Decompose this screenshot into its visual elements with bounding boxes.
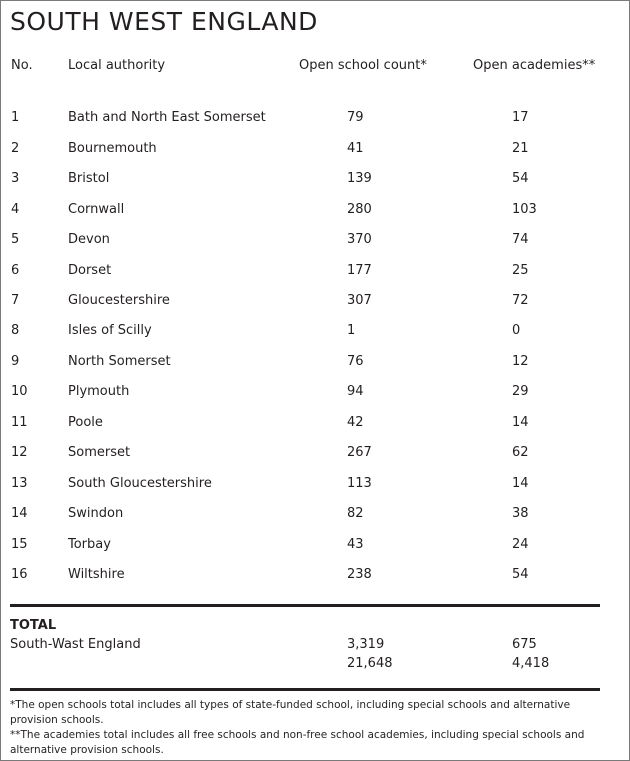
- total-divider: [10, 604, 600, 607]
- row-number: 10: [11, 384, 28, 399]
- row-school-count: 113: [347, 476, 372, 491]
- row-academies: 54: [512, 567, 529, 582]
- footnote-divider: [10, 688, 600, 691]
- row-number: 16: [11, 567, 28, 582]
- row-number: 4: [11, 202, 20, 217]
- table-row: [1, 354, 629, 372]
- row-number: 14: [11, 506, 28, 521]
- table-row: [1, 171, 629, 189]
- table-row: [1, 415, 629, 433]
- row-school-count: 94: [347, 384, 364, 399]
- row-number: 2: [11, 141, 20, 156]
- row-authority: Dorset: [68, 263, 112, 278]
- header-open-school-count: Open school count*: [299, 58, 427, 73]
- table-row: [1, 384, 629, 402]
- row-academies: 25: [512, 263, 529, 278]
- row-authority: Poole: [68, 415, 103, 430]
- header-open-academies: Open academies**: [473, 58, 596, 73]
- row-authority: Devon: [68, 232, 110, 247]
- total-second-academies: 4,418: [512, 656, 550, 671]
- table-row: [1, 445, 629, 463]
- row-school-count: 82: [347, 506, 364, 521]
- table-row: [1, 476, 629, 494]
- row-number: 12: [11, 445, 28, 460]
- footnote-academies: **The academies total includes all free schools and non-free school academies, including special schools and alternative provision schools.: [10, 729, 585, 756]
- table-row: [1, 141, 629, 159]
- row-number: 11: [11, 415, 28, 430]
- row-authority: Swindon: [68, 506, 124, 521]
- row-authority: Cornwall: [68, 202, 125, 217]
- row-school-count: 41: [347, 141, 364, 156]
- row-academies: 29: [512, 384, 529, 399]
- total-region-academies: 675: [512, 637, 537, 652]
- row-school-count: 238: [347, 567, 372, 582]
- total-second-schools: 21,648: [347, 656, 393, 671]
- row-school-count: 43: [347, 537, 364, 552]
- row-school-count: 267: [347, 445, 372, 460]
- table-row: [1, 293, 629, 311]
- row-school-count: 76: [347, 354, 364, 369]
- row-school-count: 1: [347, 323, 356, 338]
- row-academies: 62: [512, 445, 529, 460]
- row-academies: 17: [512, 110, 529, 125]
- row-academies: 14: [512, 415, 529, 430]
- row-authority: Wiltshire: [68, 567, 125, 582]
- row-number: 7: [11, 293, 20, 308]
- total-region-label: South-Wast England: [10, 637, 141, 652]
- row-academies: 21: [512, 141, 529, 156]
- table-row: [1, 202, 629, 220]
- row-school-count: 370: [347, 232, 372, 247]
- header-local-authority: Local authority: [68, 58, 166, 73]
- table-row: [1, 537, 629, 555]
- table-row: [1, 110, 629, 128]
- page-title: SOUTH WEST ENGLAND: [10, 7, 318, 36]
- row-academies: 54: [512, 171, 529, 186]
- row-school-count: 42: [347, 415, 364, 430]
- row-number: 8: [11, 323, 20, 338]
- row-number: 5: [11, 232, 20, 247]
- row-authority: Bath and North East Somerset: [68, 110, 266, 125]
- row-authority: Bristol: [68, 171, 110, 186]
- row-authority: Isles of Scilly: [68, 323, 152, 338]
- table-row: [1, 263, 629, 281]
- row-number: 15: [11, 537, 28, 552]
- row-school-count: 139: [347, 171, 372, 186]
- row-school-count: 280: [347, 202, 372, 217]
- table-row: [1, 567, 629, 585]
- row-academies: 14: [512, 476, 529, 491]
- table-row: [1, 506, 629, 524]
- row-academies: 74: [512, 232, 529, 247]
- row-number: 6: [11, 263, 20, 278]
- row-authority: North Somerset: [68, 354, 171, 369]
- row-academies: 72: [512, 293, 529, 308]
- total-region-schools: 3,319: [347, 637, 385, 652]
- footnote-schools: *The open schools total includes all types of state-funded school, including special schools and alternative provision schools.: [10, 699, 571, 726]
- header-no: No.: [11, 58, 33, 73]
- row-authority: Somerset: [68, 445, 131, 460]
- row-number: 13: [11, 476, 28, 491]
- row-number: 9: [11, 354, 20, 369]
- total-heading: TOTAL: [10, 618, 57, 633]
- row-school-count: 177: [347, 263, 372, 278]
- row-academies: 103: [512, 202, 537, 217]
- row-academies: 24: [512, 537, 529, 552]
- row-authority: Torbay: [68, 537, 111, 552]
- row-academies: 12: [512, 354, 529, 369]
- row-authority: South Gloucestershire: [68, 476, 212, 491]
- row-academies: 0: [512, 323, 521, 338]
- row-authority: Bournemouth: [68, 141, 157, 156]
- row-academies: 38: [512, 506, 529, 521]
- row-school-count: 307: [347, 293, 372, 308]
- row-number: 3: [11, 171, 20, 186]
- table-row: [1, 232, 629, 250]
- table-row: [1, 323, 629, 341]
- row-number: 1: [11, 110, 20, 125]
- row-authority: Plymouth: [68, 384, 130, 399]
- row-authority: Gloucestershire: [68, 293, 170, 308]
- row-school-count: 79: [347, 110, 364, 125]
